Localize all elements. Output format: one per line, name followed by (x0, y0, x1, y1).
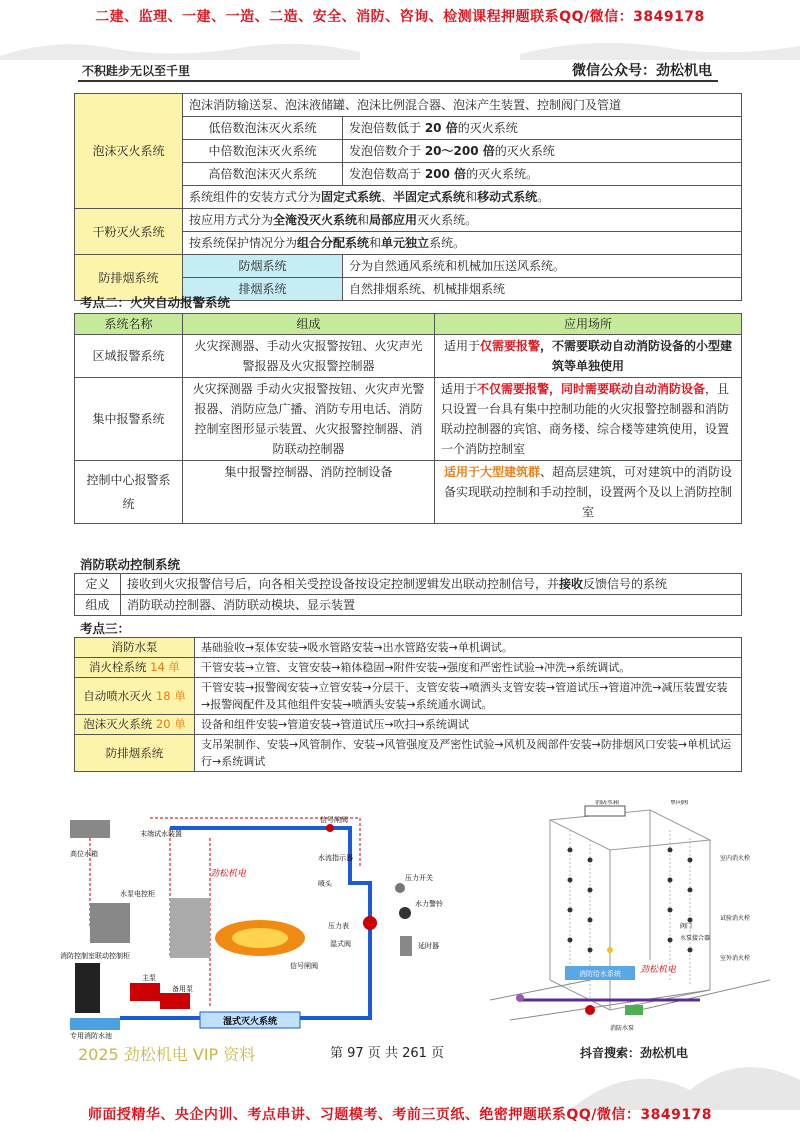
brand-mark: 劲松机电 (210, 869, 247, 879)
wet-sprinkler-diagram (60, 808, 480, 1040)
alarm-row-comp: 火灾探测器、手动火灾报警按钮、火灾声光警报器及火灾报警控制器 (183, 335, 435, 378)
powder-row-2: 按系统保护情况分为组合分配系统和单元独立系统。 (183, 232, 742, 255)
brand-mark-right: 劲松机电 (640, 965, 677, 975)
powder-system-name: 干粉灭火系统 (75, 209, 183, 255)
alarm-row-use: 适用于不仅需要报警，同时需要联动自动消防设备，且只设置一台具有集中控制功能的火灾报警控制器和消防联动控制器的宾馆、商务楼、综合楼等建筑使用，设置一个消防控制室 (435, 378, 742, 461)
alarm-systems-table (74, 313, 742, 524)
smoke-desc-exhaust: 自然排烟系统、机械排烟系统 (343, 278, 742, 301)
smoke-type-prevent: 防烟系统 (183, 255, 343, 278)
foam-desc-low: 发泡倍数低于 20 倍的灭火系统 (343, 117, 742, 140)
linkage-table (74, 573, 742, 616)
install-key: 防排烟系统 (75, 735, 195, 772)
install-key: 消防水泵 (75, 638, 195, 658)
label-wet-valve: 湿式阀 (330, 940, 351, 948)
page-header (78, 60, 718, 82)
top-promo-banner: 二建、监理、一建、一造、二造、安全、消防、咨询、检测课程押题联系QQ/微信：3849178 (95, 9, 705, 25)
alarm-row-use: 适用于大型建筑群、超高层建筑，可对建筑中的消防设备实现联动控制和手动控制，设置两个及以上消防控制室 (435, 461, 742, 524)
linkage-def-key: 定义 (75, 574, 121, 595)
smoke-desc-prevent: 分为自然通风系统和机械加压送风系统。 (343, 255, 742, 278)
label-indoor-hydrant: 室内消火栓 (720, 855, 751, 862)
label-signal-valve-2: 信号闸阀 (290, 962, 318, 970)
foam-type-low: 低倍数泡沫灭火系统 (183, 117, 343, 140)
high-water-tank-shape (70, 820, 110, 838)
label-pool: 专用消防水池 (70, 1032, 112, 1040)
label-test-hydrant: 试验消火栓 (720, 915, 751, 922)
label-control-room: 消防控制室联动控制柜 (60, 952, 130, 960)
alarm-header-comp: 组成 (183, 314, 435, 335)
label-pump-adapter: 水泵接合器 (680, 935, 711, 942)
powder-row-1: 按应用方式分为全淹没灭火系统和局部应用灭火系统。 (183, 209, 742, 232)
ink-landscape-decoration-bottom (570, 1040, 800, 1110)
label-flow-indicator: 水流指示器 (318, 854, 353, 862)
foam-components: 泡沫消防输送泵、泡沫液储罐、泡沫比例混合器、泡沫产生装置、控制阀门及管道 (183, 94, 742, 117)
label-high-tank: 高位水箱 (70, 850, 98, 858)
alarm-header-name: 系统名称 (75, 314, 183, 335)
label-water-bell: 水力警铃 (415, 900, 443, 908)
label-pump: 消防水泵 (610, 1025, 635, 1032)
section-2-title: 考点二：火灾自动报警系统 (80, 295, 231, 310)
install-steps-table (74, 637, 742, 772)
install-steps: 干管安装→立管、支管安装→箱体稳固→附件安装→强度和严密性试验→冲洗→系统调试。 (195, 658, 742, 678)
label-end-test: 末端试水装置 (140, 830, 182, 838)
label-main-pump: 主泵 (142, 974, 156, 982)
linkage-comp-value: 消防联动控制器、消防联动模块、显示装置 (121, 595, 742, 616)
label-sprinkler: 喷头 (318, 880, 332, 888)
alarm-row-name: 控制中心报警系统 (75, 461, 183, 524)
install-key: 消火栓系统 14 单 (75, 658, 195, 678)
ink-landscape-decoration (0, 28, 800, 60)
foam-desc-high: 发泡倍数高于 200 倍的灭火系统。 (343, 163, 742, 186)
alarm-row-name: 区域报警系统 (75, 335, 183, 378)
label-backup-pump: 备用泵 (172, 985, 193, 993)
wet-system-title: 湿式灭火系统 (222, 1017, 278, 1027)
install-steps: 干管安装→报警阀安装→立管安装→分层干、支管安装→喷洒头支管安装→管道试压→管道冲洗→减压装置安装→报警阀配件及其他组件安装→喷洒头安装→系统通水调试。 (195, 678, 742, 715)
install-steps: 支吊架制作、安装→风管制作、安装→风管强度及严密性试验→风机及阀部件安装→防排烟风口安装→单机试运行→系统调试 (195, 735, 742, 772)
label-pressure-gauge: 压力表 (328, 922, 349, 930)
header-motto: 不积跬步无以至千里 (82, 64, 191, 78)
hydrant-system-diagram (490, 800, 770, 1040)
foam-desc-mid: 发泡倍数介于 20～200 倍的灭火系统 (343, 140, 742, 163)
page-number: 第 97 页 共 261 页 (330, 1046, 445, 1061)
label-pump-panel: 水泵电控柜 (120, 890, 155, 898)
foam-install-methods: 系统组件的安装方式分为固定式系统、半固定式系统和移动式系统。 (183, 186, 742, 209)
foam-type-mid: 中倍数泡沫灭火系统 (183, 140, 343, 163)
alarm-row-comp: 火灾探测器 手动火灾报警按钮、火灾声光警报器、消防应急广播、消防专用电话、消防控制室图形显示装置、火灾报警控制器、消防联动控制器 (183, 378, 435, 461)
header-wechat: 微信公众号：劲松机电 (572, 63, 712, 79)
smoke-type-exhaust: 排烟系统 (183, 278, 343, 301)
foam-system-name: 泡沫灭火系统 (75, 94, 183, 209)
smoke-system-name: 防排烟系统 (75, 255, 183, 301)
foam-type-high: 高倍数泡沫灭火系统 (183, 163, 343, 186)
alarm-row-comp: 集中报警控制器、消防控制设备 (183, 461, 435, 524)
label-water-tank: 消防水箱 (595, 800, 620, 806)
label-signal-valve: 信号闸阀 (320, 816, 348, 824)
label-delay: 延时器 (418, 942, 439, 950)
install-steps: 基础验收→泵体安装→吸水管路安装→出水管路安装→单机调试。 (195, 638, 742, 658)
hydrant-system-title: 消防给水系统 (579, 970, 621, 978)
alarm-row-use: 适用于仅需要报警，不需要联动自动消防设备的小型建筑等单独使用 (435, 335, 742, 378)
label-pressure-switch: 压力开关 (405, 874, 433, 882)
label-check-valve: 单向阀 (670, 800, 689, 806)
linkage-def-value: 接收到火灾报警信号后，向各相关受控设备按设定控制逻辑发出联动控制信号，并接收反馈信号的系统 (121, 574, 742, 595)
extinguishing-systems-table (74, 93, 742, 301)
vip-watermark: 2025 劲松机电 VIP 资料 (78, 1045, 256, 1064)
linkage-comp-key: 组成 (75, 595, 121, 616)
alarm-header-use: 应用场所 (435, 314, 742, 335)
label-valve: 阀门 (680, 923, 693, 930)
bottom-promo-banner: 师面授精华、央企内训、考点串讲、习题模考、考前三页纸、绝密押题联系QQ/微信：3849178 (87, 1107, 713, 1123)
alarm-row-name: 集中报警系统 (75, 378, 183, 461)
linkage-title: 消防联动控制系统 (80, 557, 181, 572)
install-key: 自动喷水灭火 18 单 (75, 678, 195, 715)
label-outdoor-hydrant: 室外消火栓 (720, 955, 751, 962)
install-key: 泡沫灭火系统 20 单 (75, 715, 195, 735)
install-steps: 设备和组件安装→管道安装→管道试压→吹扫→系统调试 (195, 715, 742, 735)
douyin-search: 抖音搜索：劲松机电 (580, 1046, 689, 1060)
section-3-title: 考点三： (80, 621, 131, 636)
